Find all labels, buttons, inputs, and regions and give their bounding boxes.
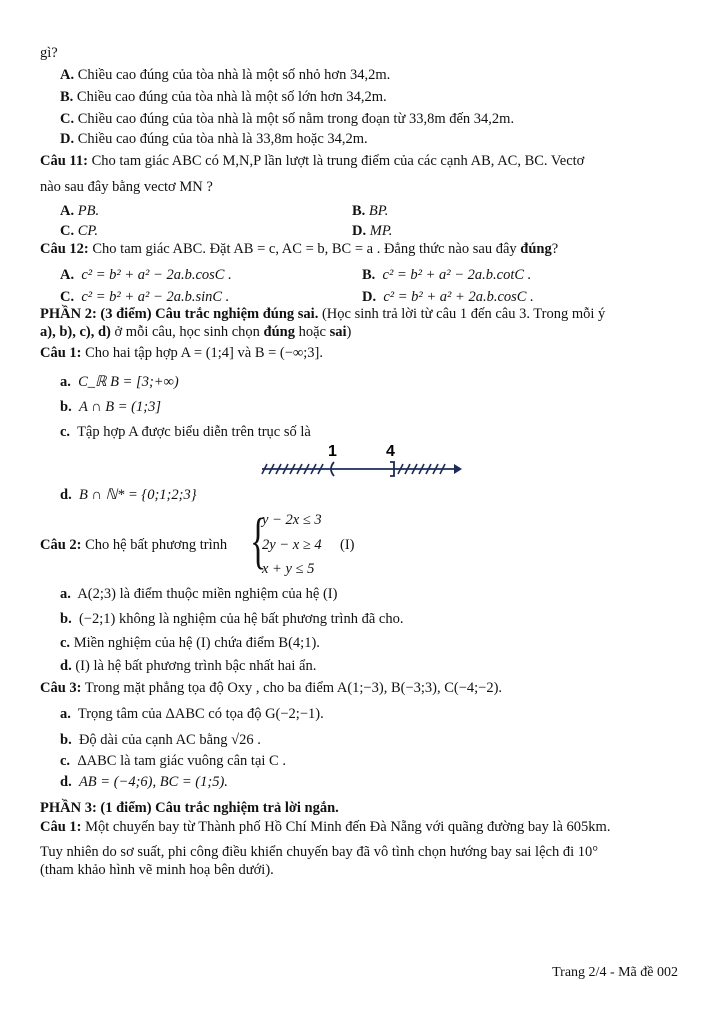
part-2-heading: PHẦN 2: (3 điểm) Câu trắc nghiệm đúng sai. (Học sinh trả lời từ câu 1 đến câu 3. Trong mỗi ý bbox=[40, 306, 606, 322]
p2q2-item-c: c. Miền nghiệm của hệ (I) chứa điểm B(4;1). bbox=[60, 635, 320, 651]
q11-option-d: D. MP. bbox=[352, 223, 393, 239]
system-tag: (I) bbox=[340, 537, 355, 553]
question-12: Câu 12: Cho tam giác ABC. Đặt AB = c, AC = b, BC = a . Đẳng thức nào sau đây đúng? bbox=[40, 241, 559, 257]
p2-question-3: Câu 3: Trong mặt phẳng tọa độ Oxy , cho ba điểm A(1;−3), B(−3;3), C(−4;−2). bbox=[40, 680, 503, 696]
axis-label-1: 1 bbox=[328, 443, 337, 460]
p2q2-item-b: b. (−2;1) không là nghiệm của hệ bất phương trình đã cho. bbox=[60, 611, 404, 627]
p2q1-item-b: b. A ∩ B = (1;3] bbox=[60, 399, 161, 415]
q11-option-a: A. PB. bbox=[60, 203, 100, 219]
q11-option-c: C. CP. bbox=[60, 223, 99, 239]
p2q3-item-d: d. AB = (−4;6), BC = (1;5). bbox=[60, 774, 228, 790]
p2q2-item-a: a. A(2;3) là điểm thuộc miền nghiệm của hệ (I) bbox=[60, 586, 338, 602]
p2q2-item-d: d. (I) là hệ bất phương trình bậc nhất hai ẩn. bbox=[60, 658, 317, 674]
system-eq-1: y − 2x ≤ 3 bbox=[262, 512, 322, 528]
p2-question-2: Câu 2: Cho hệ bất phương trình bbox=[40, 537, 228, 553]
p3-question-1-line3: (tham khảo hình vẽ minh hoạ bên dưới). bbox=[40, 862, 274, 878]
option-b: B. Chiều cao đúng của tòa nhà là một số lớn hơn 34,2m. bbox=[60, 89, 387, 105]
p2q1-item-d: d. B ∩ ℕ* = {0;1;2;3} bbox=[60, 487, 197, 503]
option-d: D. Chiều cao đúng của tòa nhà là 33,8m hoặc 34,2m. bbox=[60, 131, 368, 147]
axis-label-4: 4 bbox=[386, 443, 395, 460]
number-line-figure bbox=[258, 436, 463, 482]
p3-question-1-line2: Tuy nhiên do sơ suất, phi công điều khiển chuyến bay đã vô tình chọn hướng bay sai lệch đi 10° bbox=[40, 844, 599, 860]
p2-question-1: Câu 1: Cho hai tập hợp A = (1;4] và B = (−∞;3]. bbox=[40, 345, 323, 361]
p2q1-item-c: c. Tập hợp A được biểu diễn trên trục số là bbox=[60, 424, 311, 440]
part-2-intro: a), b), c), d) ở mỗi câu, học sinh chọn đúng hoặc sai) bbox=[40, 324, 352, 340]
question-fragment: gì? bbox=[40, 45, 58, 61]
q12-option-b: B. c² = b² + a² − 2a.b.cotC . bbox=[362, 267, 532, 283]
p2q3-item-c: c. ΔABC là tam giác vuông cân tại C . bbox=[60, 753, 286, 769]
q12-option-c: C. c² = b² + a² − 2a.b.sinC . bbox=[60, 289, 230, 305]
p2q1-item-a: a. C_ℝ B = [3;+∞) bbox=[60, 374, 179, 390]
q12-option-a: A. c² = b² + a² − 2a.b.cosC . bbox=[60, 267, 232, 283]
option-a: A. Chiều cao đúng của tòa nhà là một số nhỏ hơn 34,2m. bbox=[60, 67, 391, 83]
p2q3-item-a: a. Trọng tâm của ΔABC có tọa độ G(−2;−1). bbox=[60, 706, 324, 722]
system-eq-3: x + y ≤ 5 bbox=[262, 561, 315, 577]
q12-option-d: D. c² = b² + a² + 2a.b.cosC . bbox=[362, 289, 534, 305]
option-c: C. Chiều cao đúng của tòa nhà là một số nằm trong đoạn từ 33,8m đến 34,2m. bbox=[60, 111, 515, 127]
question-11: Câu 11: Cho tam giác ABC có M,N,P lần lượt là trung điểm của các cạnh AB, AC, BC. Vectơ bbox=[40, 153, 585, 169]
system-eq-2: 2y − x ≥ 4 bbox=[262, 537, 322, 553]
hatch-left bbox=[262, 464, 323, 474]
p3-question-1: Câu 1: Một chuyến bay từ Thành phố Hồ Chí Minh đến Đà Nẵng với quãng đường bay là 605km. bbox=[40, 819, 611, 835]
q11-option-b: B. BP. bbox=[352, 203, 389, 219]
system-brace: { bbox=[250, 507, 267, 575]
page-footer: Trang 2/4 - Mã đề 002 bbox=[552, 965, 678, 980]
axis-arrow-icon bbox=[454, 464, 462, 474]
p2q3-item-b: b. Độ dài của cạnh AC bằng √26 . bbox=[60, 732, 261, 748]
question-11-cont: nào sau đây bằng vectơ MN ? bbox=[40, 179, 213, 195]
part-3-heading: PHẦN 3: (1 điểm) Câu trắc nghiệm trả lời ngắn. bbox=[40, 800, 339, 816]
